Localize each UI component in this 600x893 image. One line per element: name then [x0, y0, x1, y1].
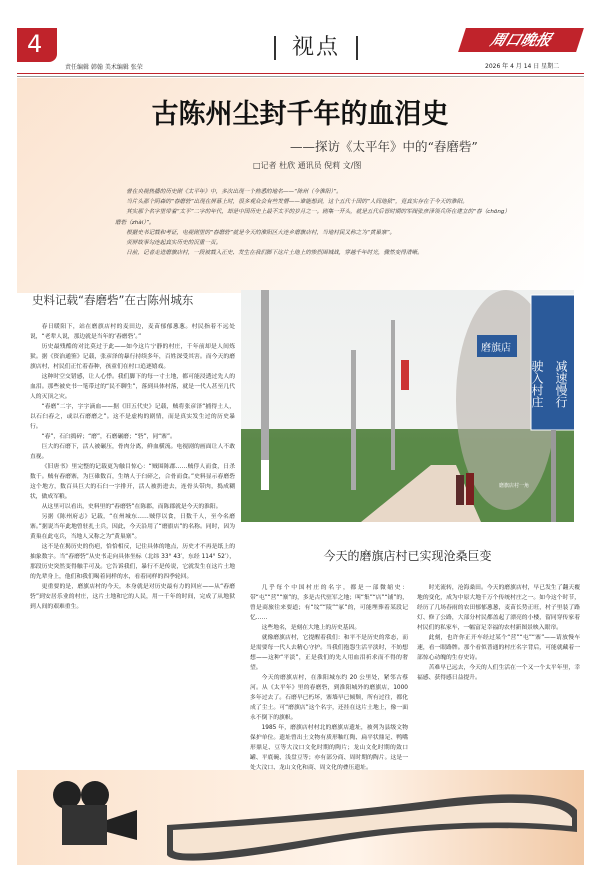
page-number: 4 [17, 28, 57, 62]
photo-credit: 磨旗店村一角 [499, 483, 530, 489]
intro-paragraph: 根据史书记载和考证，电视剧里的“舂磨砦”就是今天的淮阳区大连乡磨旗店村，当地村民又称之为“黄巢寨”。 [126, 229, 396, 236]
intro-paragraph: 其实那个名字里带着“太平”二字的年代，却是中国历史上最不太平的岁月之一。剧集一开头，就是五代后晋时期的军阀张彦泽领兵所在建立的“舂（chōng）磨砦（zhài）”。 [115, 209, 511, 226]
paragraph: 时光流转，沧海桑田。今天的磨旗店村，早已发生了翻天覆地的变化，成为中原大地千万个传统村庄之一。如今这个时节，经历了几场春雨的农田郁郁葱葱，麦苗长势正旺，村子里装了路灯、修了公路，大部分村民都盖起了漂亮的小楼，留同穿传家着村民们的私家车，一幅富足幸福的农村新图景映入眼帘。 [417, 585, 580, 631]
byline: □记者 杜欣 通讯员 倪莉 文/图 [253, 161, 362, 170]
road-sign-right: 减速慢行 [554, 360, 568, 408]
photo-caption: 今天的磨旗店村已实现沧桑巨变 [323, 549, 492, 563]
paragraph: 更重要的是，磨旗店村的今天，本身就是对历史最有力的回应——从“舂磨砦”到安居乐业的村庄，这片土地和它的人民，用一千年的时间，完成了从地狱到人间的艰难重生。 [30, 584, 235, 610]
issue-date: 2026 年 4 月 14 日 星期二 [485, 63, 560, 70]
article-subtitle: ——探访《太平年》中的“舂磨砦” [290, 139, 478, 154]
intro-paragraph: 日前，记者走进磨旗店村，一段被载入正史、发生在我们脚下这片土地上的惨烈围城战，穿越千年时光，骤然变得清晰。 [126, 250, 423, 257]
film-strip-icon [17, 770, 584, 865]
photo-scene [241, 290, 574, 522]
intro-paragraph: 荧屏故事勾连起真实历史的沉重一页。 [126, 240, 222, 247]
paragraph: 此刻，也许你正开车经过某个“营”“屯”“寨”——请放慢车速，看一眼路牌。那个看似普通的村庄名字背后，可能就藏着一部惊心动魄的生存史诗。 [417, 635, 580, 661]
paragraph: 另据《陈州府志》记载，“在州城东……贼俘以食，日数千人，至今名磨寨。”据说当年此地曾驻扎士兵，因此，今天沿用了“磨旗店”的名称。同时，因为黄巢在此屯兵，当地人又称之为“黄巢寨”。 [30, 514, 235, 540]
article-title: 古陈州尘封千年的血泪史 [151, 99, 449, 130]
paragraph: 就像磨旗店村，它提醒着我们：和平不是历史的常态，而是需要每一代人去精心守护。当我们抱怨生活平淡时，不妨想想——这种“平淡”，正是我们的先人用血泪祈求而不得的奢望。 [250, 635, 408, 671]
village-sign-text: 磨旗店 [481, 343, 511, 354]
paragraph: 巨大的石磨下，活人被碾压，骨肉分离，鲜血横流。电视剧的画面让人不敢直视。 [30, 444, 235, 460]
paragraph: 历史最残酷的对比莫过于此——如今这片宁静的村庄，千年前却是人间炼狱。据《资治通鉴》记载，张彦泽的暴行持续多年，百姓深受其害。而今天的磨旗店村，村民们正忙着春种，孩童们在村口追逐嬉戏。 [30, 344, 235, 370]
paragraph: 苦难早已远去，今天的人们生活在一个又一个太平年里，幸福感、获得感日益提升。 [417, 665, 580, 681]
paragraph: 1985 年，磨旗店村村北的磨旗店遗址，被列为县级文物保护单位。遗址曾出土文物有质形釉红陶、扁平状鼎足、鸭嘴形鼎足、豆等大汶口文化时期的陶片；龙山文化时期的敛口罐、平底碗、浅盘豆等；亦有部分商、周时期的陶片。这是一处大汶口、龙山文化和商、周文化的叠压遗址。 [250, 725, 408, 771]
paragraph: 这些地名，是刻在大地上的历史基因。 [261, 625, 361, 631]
paragraph: 这不是在揭历史的伤疤，恰恰相反，记住具体的地点，历史才不再是纸上的抽象数字。当“舂磨砦”从史书走向具体坐标（北纬 33° 43′，东经 114° 52′），那段历史突然变得触手可及。它告诉我们，暴行不是传说，它就发生在这片土地的先辈身上，他们和我们喝着同样的水，看着同样的四季轮回。 [30, 544, 235, 580]
left-section-heading: 史料记载“舂磨砦”在古陈州城东 [32, 293, 194, 307]
paragraph: 《旧唐书》里完整的记载更为触目惊心：“贼围陈郡……贼俘人而食，日杀数千。贼有舂磨寨，为巨碓数百，生纳人于臼碎之，合骨而食。”史料显示舂磨砦这个地方，数百具巨大的石臼一字排开，活人被扔进去，连骨头带肉，捣成糊状，做成军粮。 [30, 464, 235, 500]
intro-paragraph: 当片头那个阴森的“舂磨砦”出现在屏幕上时，很多观众会有些发懵——谁能想到，这个五代十国的“人间地狱”，竟真实存在于今天的淮阳。 [126, 199, 468, 206]
article-intro [115, 187, 515, 258]
left-column [30, 322, 235, 612]
bottom-middle-column [250, 583, 408, 773]
bottom-right-column [417, 583, 580, 683]
intro-paragraph: 曾在央视热播的历史剧《太平年》中，多次出现一个熟悉的地名——“陈州（今淮阳）”。 [126, 189, 342, 195]
paragraph: 今天的磨旗店村，在淮阳城东约 20 公里处，紧邻古蔡河。从《太平年》里的舂磨砦，到淮阳城外的磨旗店，1000 多年过去了。石磨早已朽坏，寨墙早已倾颓，所有过往，都化成了尘土。可“磨旗店”这个名字，还挂在这片土地上，像一面永不倒下的旗帜。 [250, 675, 408, 721]
paragraph: 春日暖阳下，站在磨旗店村的麦田边，麦苗郁郁葱葱。村民指着不远处说，“老辈人说，那边就是当年的‘舂磨砦’。” [30, 324, 235, 340]
section-title: 视点 [258, 30, 374, 61]
paragraph: 从这里可以看出，史料里的“舂磨砦”在陈郡，而陈郡就是今天的淮阳。 [41, 504, 222, 510]
film-camera-illustration [17, 770, 584, 865]
newspaper-logo: 周口晚报 [458, 28, 584, 52]
paragraph: “舂”，石臼捣碎；“磨”，石磨碾磨；“砦”，同“寨”。 [41, 434, 176, 440]
road-sign-left: 驶入村庄 [530, 360, 544, 408]
village-photo [241, 290, 574, 522]
header-rule [17, 73, 584, 77]
paragraph: 这种时空交错感，让人心悸。我们脚下的每一寸土地，都可能浸透过先人的血泪。那些被史书一笔带过的“民不聊生”，落到具体村落，就是一代人甚至几代人的灭顶之灾。 [30, 374, 235, 400]
paragraph: 几乎每个中国村庄的名字，都是一部微缩史：带“屯”“营”“寨”的，多是古代驻军之地；叫“集”“店”“铺”的，曾是商旅往来要道；有“坟”“陵”“冢”的，可能埋葬着某段记忆…… [250, 585, 408, 621]
paragraph: “舂磨”二字，字字滴血——据《旧五代史》记载，贼将张彦泽“捕得土人，以石臼舂之，或以石磨磨之”。这不是虚构的剧情，而是真实发生过的历史暴行。 [30, 404, 235, 430]
editors-credit: 责任编辑 韩翰 美术编辑 张荣 [65, 64, 143, 71]
